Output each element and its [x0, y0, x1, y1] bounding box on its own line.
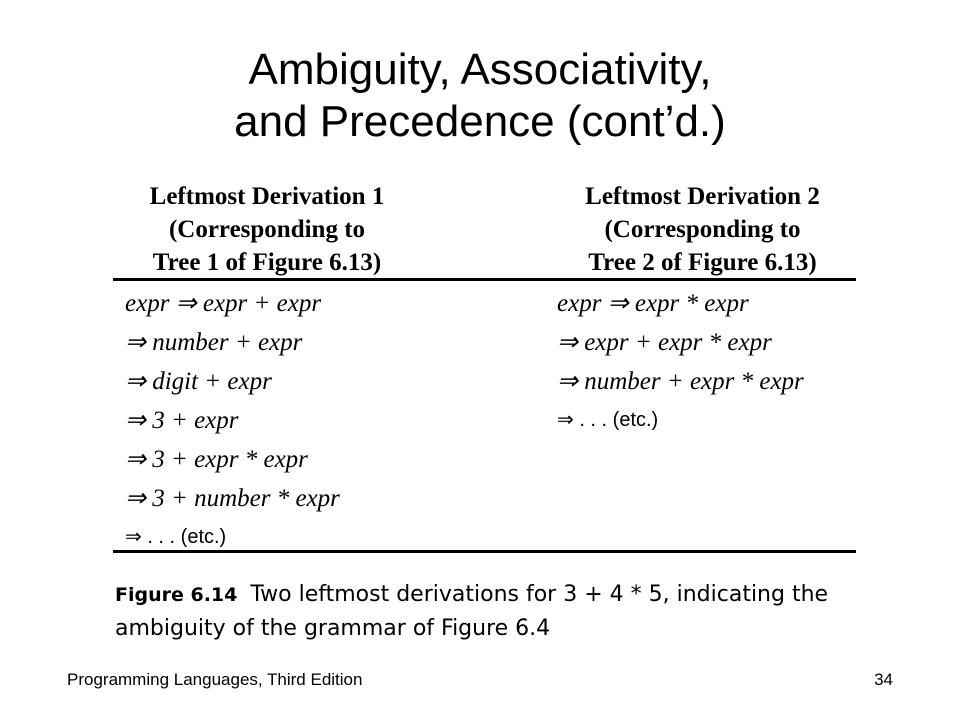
- slide-title: [0, 44, 960, 148]
- derivation-step: ⇒ . . . (etc.): [557, 409, 659, 431]
- left-header-line: Tree 1 of Figure 6.13): [152, 249, 382, 276]
- table-top-rule: [113, 278, 856, 281]
- title-line-2: and Precedence (cont’d.): [234, 97, 726, 146]
- footer-page-number: 34: [874, 670, 893, 689]
- derivation-step: ⇒ 3 + expr: [125, 407, 239, 434]
- figure-caption: [115, 578, 855, 646]
- derivation-step: ⇒ number + expr * expr: [557, 368, 804, 395]
- title-line-1: Ambiguity, Associativity,: [248, 45, 712, 94]
- derivation-step: ⇒ number + expr: [125, 329, 303, 356]
- derivation-step: ⇒ 3 + expr * expr: [125, 446, 308, 473]
- left-header-line: (Corresponding to: [168, 216, 366, 243]
- right-header-line: Leftmost Derivation 2: [585, 183, 820, 210]
- left-header-line: Leftmost Derivation 1: [149, 183, 385, 210]
- left-column-header: [117, 180, 417, 279]
- right-column-header: [555, 180, 850, 279]
- derivation-step: ⇒ 3 + number * expr: [125, 485, 340, 512]
- derivation-step: ⇒ expr + expr * expr: [557, 329, 772, 356]
- derivation-step: ⇒ . . . (etc.): [125, 526, 227, 548]
- footer-book-title: Programming Languages, Third Edition: [67, 670, 363, 689]
- figure-label: Figure 6.14: [115, 584, 238, 606]
- figure-caption-text: Two leftmost derivations for 3 + 4 * 5, indicating the ambiguity of the grammar of Figure 6.4: [115, 582, 829, 641]
- right-header-line: Tree 2 of Figure 6.13): [588, 249, 817, 276]
- right-derivation-steps: [557, 284, 804, 440]
- left-derivation-steps: [125, 284, 340, 557]
- right-header-line: (Corresponding to: [604, 216, 801, 243]
- derivation-step: ⇒ digit + expr: [125, 368, 272, 395]
- derivation-step: expr ⇒ expr + expr: [125, 290, 322, 317]
- derivation-step: expr ⇒ expr * expr: [557, 290, 749, 317]
- table-bottom-rule: [113, 550, 856, 553]
